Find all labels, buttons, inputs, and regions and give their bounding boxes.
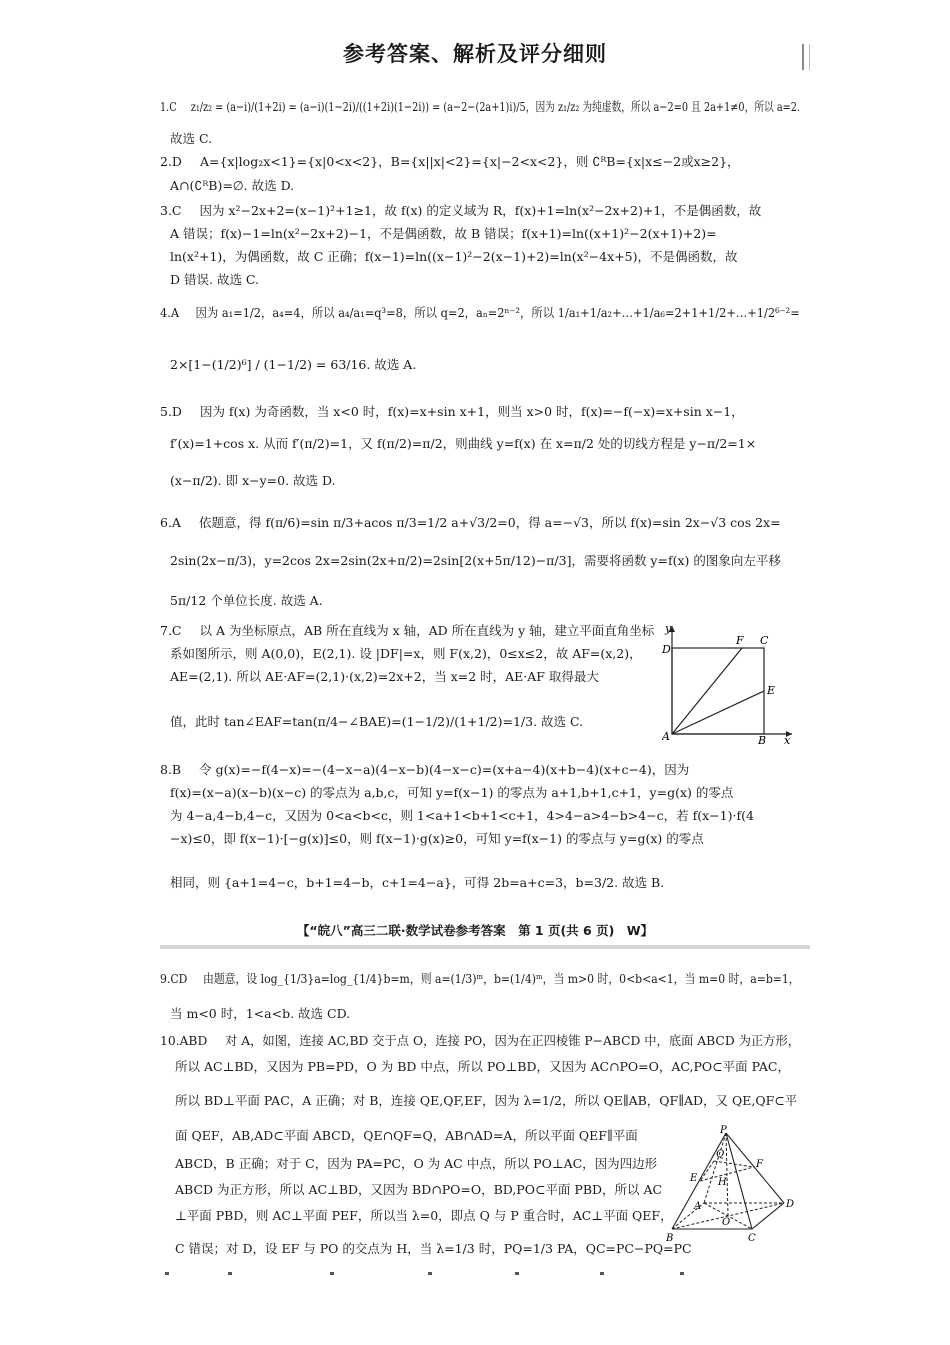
solution-line — [170, 872, 664, 894]
solution-text: A∩(∁ᴿB)=∅. 故选 D. — [170, 178, 295, 193]
solution-text: 故选 C. — [170, 131, 213, 146]
fig10-label-A: A — [694, 1201, 702, 1212]
solution-text: 由题意，设 log_{1/3}a=log_{1/4}b=m，则 a=(1/3)ᵐ，b=(1/4)ᵐ，当 m>0 时，0<b<a<1，当 m=0 时，a=b=1， — [202, 971, 800, 986]
solution-line — [170, 223, 717, 245]
solution-line — [175, 1090, 797, 1112]
solution-text: 因为 a₁=1/2，a₄=4，所以 a₄/a₁=q³=8，所以 q=2，aₙ=2ⁿ⁻²，所以 1/a₁+1/a₂+…+1/a₆=2+1+1/2+…+1/2⁶⁻²= — [195, 305, 800, 320]
solution-text: ABCD，B 正确；对于 C，因为 PA=PC，O 为 AC 中点，所以 PO⊥AC，因为四边形 — [175, 1156, 658, 1171]
scan-edge-mark — [802, 44, 810, 70]
solution-line — [170, 805, 754, 827]
solution-line — [175, 1238, 692, 1260]
solution-line — [170, 246, 738, 268]
problem-number: 7.C — [160, 623, 182, 638]
solution-line — [160, 512, 781, 534]
solution-line — [160, 401, 744, 423]
solution-text: 以 A 为坐标原点，AB 所在直线为 x 轴，AD 所在直线为 y 轴，建立平面直角坐标 — [199, 623, 655, 638]
fig7-label-A: A — [662, 730, 670, 743]
solution-line — [170, 128, 212, 150]
solution-text: 为 4−a,4−b,4−c，又因为 0<a<b<c，则 1<a+1<b+1<c+1，4>4−a>4−b>4−c，若 f(x−1)·f(4 — [170, 808, 754, 823]
solution-line — [160, 1030, 800, 1052]
solution-text: 值，此时 tan∠EAF=tan(π/4−∠BAE)=(1−1/2)/(1+1/2)=1/3. 故选 C. — [170, 714, 584, 729]
fig7-label-E: E — [767, 684, 776, 697]
fig10-label-C: C — [748, 1233, 756, 1244]
fig7-label-F: F — [736, 634, 744, 647]
solution-text: 对 A，如图，连接 AC,BD 交于点 O，连接 PO，因为在正四棱锥 P−ABCD 中，底面 ABCD 为正方形， — [225, 1033, 801, 1048]
solution-text: f(x)=(x−a)(x−b)(x−c) 的零点为 a,b,c，可知 y=f(x−1) 的零点为 a+1,b+1,c+1，y=g(x) 的零点 — [170, 785, 734, 800]
fig10-label-F: F — [756, 1159, 763, 1170]
solution-text: 系如图所示，则 A(0,0)，E(2,1). 设 |DF|=x，则 F(x,2)，0≤x≤2，故 AF=(x,2)， — [170, 646, 642, 661]
solution-text: 2sin(2x−π/3)，y=2cos 2x=2sin(2x+π/2)=2sin[2(x+5π/12)−π/3]，需要将函数 y=f(x) 的图象向左平移 — [170, 553, 781, 568]
problem-number: 6.A — [160, 515, 181, 530]
solution-line — [170, 550, 781, 572]
fig7-label-y: y — [665, 622, 672, 635]
solution-text: A={x|log₂x<1}={x|0<x<2}，B={x||x|<2}={x|−2<x<2}，则 ∁ᴿB={x|x≤−2或x≥2}， — [199, 154, 740, 169]
solution-line — [170, 175, 294, 197]
solution-line — [170, 828, 704, 850]
solution-line — [160, 968, 800, 990]
solution-text: ⊥平面 PBD，则 AC⊥平面 PEF，所以当 λ=0，即点 Q 与 P 重合时，AC⊥平面 QEF， — [175, 1208, 673, 1223]
problem-number: 4.A — [160, 305, 180, 320]
solution-text: 因为 f(x) 为奇函数，当 x<0 时，f(x)=x+sin x+1，则当 x>0 时，f(x)=−f(−x)=x+sin x−1， — [199, 404, 744, 419]
solution-text: 5π/12 个单位长度. 故选 A. — [170, 593, 323, 608]
figure-q7-coordinate-square — [662, 622, 796, 746]
problem-number: 5.D — [160, 404, 182, 419]
page-title: 参考答案、解析及评分细则 — [343, 42, 607, 66]
solution-line — [170, 590, 323, 612]
solution-text: (x−π/2). 即 x−y=0. 故选 D. — [170, 473, 336, 488]
fig7-label-C: C — [760, 634, 769, 647]
problem-number: 2.D — [160, 154, 182, 169]
solution-line — [160, 200, 761, 222]
solution-text: C 错误；对 D，设 EF 与 PO 的交点为 H，当 λ=1/3 时，PQ=1/3 PA，QC=PC−PQ=PC — [175, 1241, 692, 1256]
cut-off-text-fragments — [160, 1272, 740, 1282]
fig10-label-H: H — [718, 1177, 727, 1188]
fig10-label-B: B — [666, 1233, 674, 1244]
solution-line — [170, 643, 642, 665]
solution-line — [170, 433, 756, 455]
solution-line — [175, 1125, 638, 1147]
solution-text: 所以 AC⊥BD，又因为 PB=PD，O 为 BD 中点，所以 PO⊥BD，又因为 AC∩PO=O，AC,PO⊂平面 PAC， — [175, 1059, 790, 1074]
problem-number: 10.ABD — [160, 1033, 208, 1048]
solution-text: 因为 x²−2x+2=(x−1)²+1≥1，故 f(x) 的定义域为 R，f(x)+1=ln(x²−2x+2)+1，不是偶函数，故 — [199, 203, 762, 218]
solution-text: 令 g(x)=−f(4−x)=−(4−x−a)(4−x−b)(4−x−c)=(x+a−4)(x+b−4)(x+c−4)，因为 — [199, 762, 690, 777]
solution-text: 相同，则 {a+1=4−c，b+1=4−b，c+1=4−a}，可得 2b=a+c=3，b=3/2. 故选 B. — [170, 875, 665, 890]
solution-line — [170, 354, 416, 376]
fig7-label-x: x — [784, 734, 791, 746]
figure-q10-pyramid — [666, 1125, 796, 1253]
solution-line — [160, 151, 740, 173]
solution-text: AE=(2,1). 所以 AE·AF=(2,1)·(x,2)=2x+2，当 x=2 时，AE·AF 取得最大 — [170, 669, 599, 684]
solution-line — [170, 782, 733, 804]
solution-line — [160, 96, 800, 118]
solution-text: 所以 BD⊥平面 PAC，A 正确；对 B，连接 QE,QF,EF，因为 λ=1/2，所以 QE∥AB，QF∥AD，又 QE,QF⊂平 — [175, 1093, 798, 1108]
problem-number: 8.B — [160, 762, 182, 777]
solution-text: 面 QEF，AB,AD⊂平面 ABCD，QE∩QF=Q，AB∩AD=A，所以平面 QEF∥平面 — [175, 1128, 638, 1143]
solution-line — [175, 1056, 790, 1078]
solution-text: A 错误；f(x)−1=ln(x²−2x+2)−1，不是偶函数，故 B 错误；f(x+1)=ln((x+1)²−2(x+1)+2)= — [170, 226, 717, 241]
solution-text: 依题意，得 f(π/6)=sin π/3+acos π/3=1/2 a+√3/2=0，得 a=−√3，所以 f(x)=sin 2x−√3 cos 2x= — [198, 515, 781, 530]
page-divider — [160, 945, 810, 949]
solution-line — [160, 302, 800, 324]
solution-line — [160, 759, 689, 781]
fig7-label-B: B — [758, 734, 767, 746]
solution-text: 2×[1−(1/2)⁶] / (1−1/2) = 63/16. 故选 A. — [170, 357, 417, 372]
solution-line — [170, 1003, 350, 1025]
solution-line — [175, 1179, 662, 1201]
solution-line — [170, 666, 599, 688]
solution-text: ln(x²+1)，为偶函数，故 C 正确；f(x−1)=ln((x−1)²−2(x−1)+2)=ln(x²−4x+5)，不是偶函数，故 — [170, 249, 738, 264]
fig10-label-O: O — [722, 1217, 731, 1228]
page-footer: 【“皖八”高三二联·数学试卷参考答案 第 1 页(共 6 页) W】 — [296, 923, 654, 938]
fig10-label-Q: Q — [716, 1149, 725, 1160]
solution-line — [175, 1153, 657, 1175]
fig10-label-E: E — [690, 1173, 698, 1184]
problem-number: 9.CD — [160, 971, 188, 986]
solution-text: −x)≤0，即 f(x−1)·[−g(x)]≤0，则 f(x−1)·g(x)≥0，可知 y=f(x−1) 的零点与 y=g(x) 的零点 — [170, 831, 704, 846]
solution-text: D 错误. 故选 C. — [170, 272, 260, 287]
solution-line — [160, 620, 654, 642]
solution-text: 当 m<0 时，1<a<b. 故选 CD. — [170, 1006, 351, 1021]
solution-line — [170, 269, 259, 291]
solution-text: f′(x)=1+cos x. 从而 f′(π/2)=1，又 f(π/2)=π/2，则曲线 y=f(x) 在 x=π/2 处的切线方程是 y−π/2=1× — [170, 436, 757, 451]
solution-line — [170, 470, 336, 492]
solution-line — [170, 711, 583, 733]
solution-text: ABCD 为正方形，所以 AC⊥BD，又因为 BD∩PO=O，BD,PO⊂平面 PBD，所以 AC — [175, 1182, 663, 1197]
fig10-label-D: D — [786, 1199, 795, 1210]
problem-number: 1.C — [160, 99, 177, 114]
solution-text: z₁/z₂ = (a−i)/(1+2i) = (a−i)(1−2i)/((1+2i)(1−2i)) = (a−2−(2a+1)i)/5，因为 z₁/z₂ 为纯虚数，所以 a−2=0 且 2a+1≠0，所以 a=2. — [190, 99, 801, 114]
fig7-label-D: D — [662, 643, 671, 656]
fig10-label-P: P — [720, 1125, 727, 1136]
problem-number: 3.C — [160, 203, 182, 218]
solution-line — [175, 1205, 673, 1227]
